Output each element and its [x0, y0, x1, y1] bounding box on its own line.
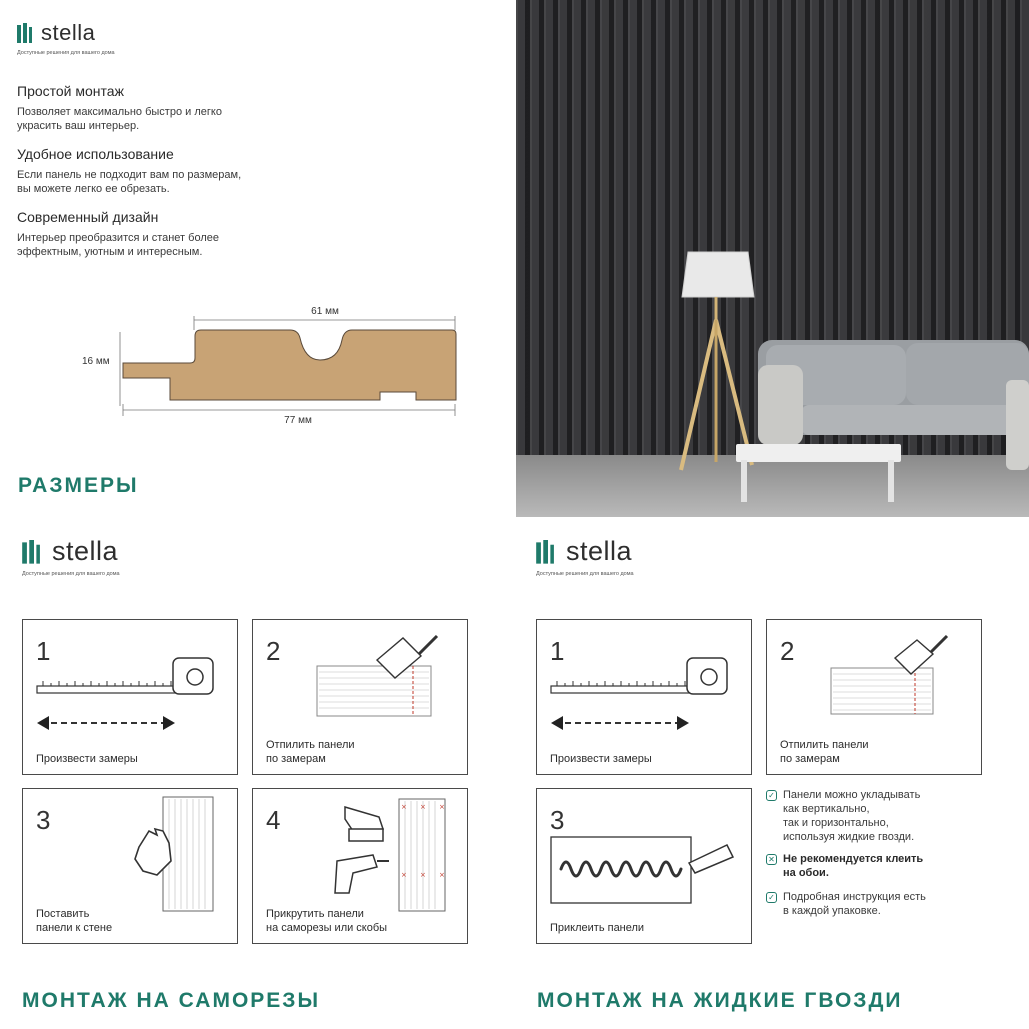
feature-desc-3: Интерьер преобразится и станет более эффектным, уютным и интересным. [17, 232, 219, 258]
step-caption: Поставить панели к стене [36, 908, 113, 934]
feature-desc-1: Позволяет максимально быстро и легко украсить ваш интерьер. [17, 106, 222, 132]
step-caption: Отпилить панели по замерам [780, 739, 869, 765]
svg-text:×: × [439, 871, 445, 879]
brand-name: stella [52, 536, 119, 566]
feature-title-2: Удобное использование [17, 146, 174, 162]
brand-name: stella [41, 20, 96, 45]
brand-logo-screws [22, 536, 172, 580]
interior-photo [516, 0, 1029, 517]
feature-title-1: Простой монтаж [17, 83, 124, 99]
glue-step-1 [536, 619, 752, 775]
screw-step-3 [22, 788, 238, 944]
dim-left-label: 16 мм [82, 356, 110, 367]
brand-tagline: Доступные решения для вашего дома [536, 571, 634, 577]
svg-text:×: × [420, 803, 426, 811]
brand-logo [17, 20, 157, 59]
svg-text:×: × [420, 871, 426, 879]
step-caption: Приклеить панели [550, 922, 645, 934]
note-text: Панели можно укладывать как вертикально, так и горизонтально, используя жидкие гвозди. [783, 789, 921, 843]
check-icon: ✓ [766, 892, 777, 903]
screw-step-2 [252, 619, 468, 775]
step-number: 4 [266, 805, 281, 835]
step-caption: Произвести замеры [550, 753, 652, 765]
note-text: Подробная инструкция есть в каждой упаковке. [783, 891, 926, 917]
section-title-glue: МОНТАЖ НА ЖИДКИЕ ГВОЗДИ [537, 989, 903, 1012]
logo-mark-icon [22, 540, 46, 566]
check-icon: ✓ [766, 790, 777, 801]
svg-text:×: × [401, 871, 407, 879]
panel-profile-diagram [80, 300, 480, 430]
step-number: 1 [36, 636, 51, 666]
logo-mark-icon [536, 540, 560, 566]
brand-logo-glue [536, 536, 686, 580]
dim-bottom-label: 77 мм [284, 415, 312, 426]
brand-tagline: Доступные решения для вашего дома [17, 50, 115, 56]
brand-name: stella [566, 536, 633, 566]
screw-step-4 [252, 788, 468, 944]
section-title-sizes: РАЗМЕРЫ [18, 474, 139, 497]
step-number: 3 [36, 805, 51, 835]
feature-title-3: Современный дизайн [17, 209, 159, 225]
note-text: Не рекомендуется клеить на обои. [783, 853, 924, 879]
feature-desc-2: Если панель не подходит вам по размерам, вы можете легко ее обрезать. [17, 169, 242, 195]
logo-mark-icon [17, 23, 37, 45]
section-title-screws: МОНТАЖ НА САМОРЕЗЫ [22, 989, 321, 1012]
screw-step-1 [22, 619, 238, 775]
note-orientation [766, 788, 1006, 848]
step-number: 2 [266, 636, 281, 666]
note-instruction [766, 890, 1006, 922]
note-wallpaper [766, 852, 1006, 884]
dim-top-label: 61 мм [311, 306, 339, 317]
step-caption: Отпилить панели по замерам [266, 739, 355, 765]
step-number: 2 [780, 636, 795, 666]
glue-step-2 [766, 619, 982, 775]
cross-icon: ✕ [766, 854, 777, 865]
brand-tagline: Доступные решения для вашего дома [22, 571, 120, 577]
glue-step-3 [536, 788, 752, 944]
step-number: 3 [550, 805, 565, 835]
step-number: 1 [550, 636, 565, 666]
svg-text:×: × [439, 803, 445, 811]
svg-text:×: × [401, 803, 407, 811]
step-caption: Произвести замеры [36, 753, 138, 765]
step-caption: Прикрутить панели на саморезы или скобы [266, 908, 388, 934]
